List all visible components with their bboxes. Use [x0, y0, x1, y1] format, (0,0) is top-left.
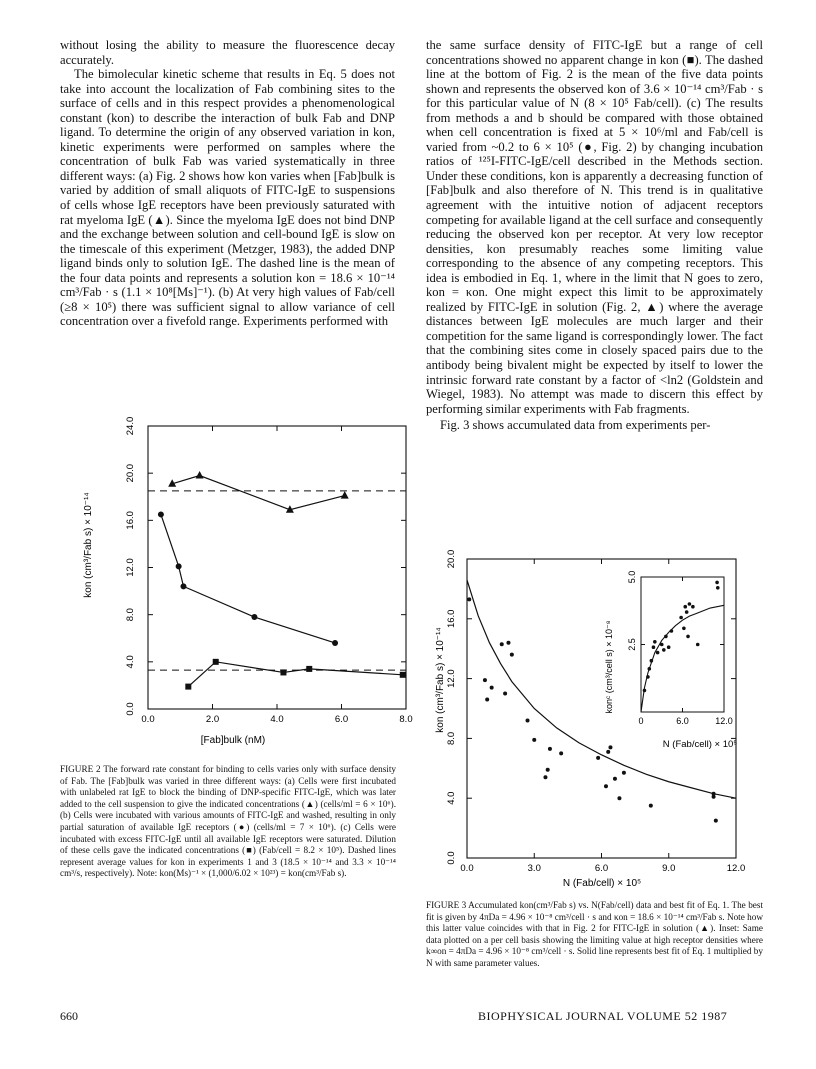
fig2-x-tick-label: 0.0 [141, 714, 155, 725]
fig2-x-tick-label: 2.0 [205, 714, 220, 725]
fig2-circle-point [158, 511, 164, 517]
fig2-x-tick-label: 6.0 [334, 714, 349, 725]
fig3-frame [467, 559, 736, 858]
fig3-y-tick-label: 12.0 [446, 669, 457, 688]
inset-data-point [670, 629, 674, 633]
fig3-data-point [604, 784, 608, 788]
inset-y-tick-label: 5.0 [627, 570, 637, 584]
fig2-square-point [280, 669, 286, 675]
fig2-triangle-point [196, 471, 204, 479]
left-column [60, 38, 395, 329]
inset-data-point [716, 586, 720, 590]
fig2-triangle-point [286, 505, 294, 513]
fig2-frame [148, 426, 406, 709]
fig3-y-tick-label: 16.0 [446, 609, 457, 629]
fig2-series-line [172, 476, 345, 510]
figure-3-marks [467, 580, 736, 823]
fig2-triangle-point [168, 479, 176, 487]
fig2-x-tick-label: 8.0 [399, 714, 413, 725]
inset-data-point [715, 581, 719, 585]
inset-data-point [696, 643, 700, 647]
inset-data-point [683, 605, 687, 609]
inset-x-tick-label: 0 [638, 716, 644, 726]
fig2-series-line [161, 514, 335, 643]
fig2-y-tick-label: 4.0 [125, 655, 136, 669]
figure-2-y-label: kon (cm³/Fab s) × 10⁻¹⁴ [83, 492, 94, 598]
figure-3-y-label: kon (cm³/Fab s) × 10⁻¹⁴ [435, 627, 446, 733]
figure-2-caption: FIGURE 2 The forward rate constant for binding to cells varies only with surface density of Fab. The [Fab]bulk was varied in three different ways: (a) Cells were first incubated with unlabeled rat IgE to block the binding of DNP-specific FITC-IgE, which was later added to the cell suspension to give the indicated concentrations (▲) (cells/ml = 6 × 10⁶). (b) Cells were incubated with various amounts of FITC-IgE and washed, resulting in only partial saturation of available IgE receptors (●) (cells/ml = 7 × 10⁶). (c) Cells were incubated with excess FITC-IgE until all available IgE receptors were saturated. Dilution of these cells gave the indicated concentrations (■) (Fab/cell = 8.2 × 10⁵). Dashed lines represent average values for kon in experiments 1 and 3 (18.5 × 10⁻¹⁴ and 3.3 × 10⁻¹⁴ cm³/s, respectively). Note: kon(Ms)⁻¹ × (1,000/6.02 × 10²³) = kon(cm³/Fab s). [60, 764, 396, 879]
inset-data-point [646, 675, 650, 679]
figure-3-axes [446, 550, 745, 874]
page-number: 660 [60, 1009, 78, 1023]
fig3-data-point [617, 796, 621, 800]
fig2-triangle-point [341, 491, 349, 499]
fig3-data-point [712, 795, 716, 799]
fig2-circle-point [251, 614, 257, 620]
inset-data-point [643, 689, 647, 693]
fig3-y-tick-label: 20.0 [446, 549, 457, 569]
inset-data-point [679, 616, 683, 620]
fig3-data-point [546, 768, 550, 772]
fig3-y-tick-label: 8.0 [446, 731, 457, 746]
inset-data-point [650, 659, 654, 663]
fig2-square-point [400, 672, 406, 678]
fig2-y-tick-label: 12.0 [125, 558, 136, 577]
fig3-data-point [543, 775, 547, 779]
fig3-y-tick-label: 4.0 [446, 791, 457, 805]
inset-data-point [686, 635, 690, 639]
inset-data-point [656, 651, 660, 655]
fig3-data-point [483, 678, 487, 682]
fig2-circle-point [332, 640, 338, 646]
right-paragraph-2: Fig. 3 shows accumulated data from experiments per- [440, 418, 711, 433]
fig3-data-point [532, 738, 536, 742]
inset-data-point [664, 635, 668, 639]
fig3-data-point [622, 771, 626, 775]
fig3-data-point [500, 642, 504, 646]
fig2-x-tick-label: 4.0 [270, 714, 284, 725]
fig2-circle-point [176, 563, 182, 569]
figure-3-inset-y-label: konᶜ (cm³/cell s) × 10⁻⁸ [604, 620, 614, 714]
right-column [426, 38, 763, 433]
fig2-square-point [185, 684, 191, 690]
fig3-x-tick-label: 6.0 [594, 863, 609, 874]
inset-data-point [648, 667, 652, 671]
right-paragraph-1: the same surface density of FITC-IgE but a range of cell concentrations showed no apparent change in kon (■). The dashed line at the bottom of Fig. 2 is the mean of the five data points shown and represents the observed kon of 3.6 × 10⁻¹⁴ cm³/Fab · s for this particular value of N (8 × 10⁵ Fab/cell). (c) The results from methods a and b should be compared with those obtained when cell concentration is fixed at 5 × 10⁶/ml and Fab/cell is varied from ~0.2 to 6 × 10⁵ (●, Fig. 2) by changing incubation ratios of ¹²⁵I-FITC-IgE/cell described in the Methods section. Under these conditions, kon is apparently a decreasing function of [Fab]bulk and also therefore of N. This trend is in qualitative agreement with the intuitive notion of adjacent receptors competing for available ligand at the cell surface and consequently reducing the observed kon per receptor. At very low receptor densities, kon presumably reaches some limiting value corresponding to the absence of any competing receptors. This idea is embodied in Eq. 1, where in the limit that N goes to zero, kon = κon. One might expect this limit to be approximately realized by FITC-IgE in solution (Fig. 2, ▲) where the average distances between IgE molecules are much larger and their competition for the same ligand is correspondingly lower. The fact that the combining sites come in closely spaced pairs due to the antibody being bivalent might be expected by itself to lower the intrinsic forward rate constant by a factor of <ln2 (Goldstein and Wiegel, 1983). No attempt was made to discern this effect by performing similar experiments with Fab fragments. [426, 38, 763, 416]
inset-data-point [662, 648, 666, 652]
fig3-data-point [712, 792, 716, 796]
inset-data-point [660, 643, 664, 647]
inset-data-point [653, 640, 657, 644]
fig3-data-point [490, 686, 494, 690]
figure-2-axes [125, 417, 413, 725]
figure-3-inset-axes [627, 571, 733, 726]
fig2-square-point [213, 659, 219, 665]
figure-3-inset-marks [641, 581, 724, 712]
inset-data-point [667, 645, 671, 649]
fig2-y-tick-label: 20.0 [125, 463, 136, 483]
fig3-data-point [467, 597, 471, 601]
inset-data-point [652, 645, 656, 649]
fig3-data-point [596, 756, 600, 760]
inset-frame [641, 577, 724, 712]
fig3-x-tick-label: 9.0 [662, 863, 676, 874]
journal-footer: BIOPHYSICAL JOURNAL VOLUME 52 1987 [478, 1009, 728, 1023]
fig3-data-point [649, 804, 653, 808]
inset-fit-curve [641, 605, 724, 712]
inset-data-point [685, 610, 689, 614]
fig3-fit-curve [467, 580, 736, 798]
figure-3-x-label: N (Fab/cell) × 10⁵ [562, 878, 642, 889]
fig3-data-point [485, 698, 489, 702]
fig2-y-tick-label: 16.0 [125, 511, 136, 530]
fig3-data-point [613, 777, 617, 781]
fig2-y-tick-label: 24.0 [125, 416, 136, 436]
fig3-data-point [714, 819, 718, 823]
fig3-data-point [526, 718, 530, 722]
figure-2-marks [148, 471, 406, 690]
fig2-series-line [188, 662, 402, 687]
fig3-data-point [559, 751, 563, 755]
figure-3-inset-x-label: N (Fab/cell) × 10⁵ [662, 739, 738, 750]
inset-x-tick-label: 12.0 [715, 716, 733, 726]
fig3-x-tick-label: 0.0 [460, 863, 474, 874]
fig3-data-point [606, 750, 610, 754]
fig2-y-tick-label: 8.0 [125, 608, 136, 622]
inset-y-tick-label: 2.5 [627, 638, 637, 651]
inset-data-point [682, 627, 686, 631]
fig3-data-point [506, 641, 510, 645]
inset-data-point [691, 605, 695, 609]
fig3-x-tick-label: 3.0 [527, 863, 541, 874]
inset-data-point [688, 602, 692, 606]
figure-3-caption: FIGURE 3 Accumulated kon(cm³/Fab s) vs. N(Fab/cell) data and best fit of Eq. 1. The best fit is given by 4πDa = 4.96 × 10⁻⁸ cm³/cell · s and κon = 18.6 × 10⁻¹⁴ cm³/Fab s. Note how this latter value coincides with that in Fig. 2 for FITC-IgE in solution (▲). Inset: Same data plotted on a per cell basis showing the limiting value at high receptor densities where k∞on = 4πDa = 4.96 × 10⁻⁸ cm³/cell · s. Solid line represents best fit of Eq. 1 multiplied by N with same parameter values. [426, 900, 763, 968]
fig3-data-point [510, 653, 514, 657]
fig2-y-tick-label: 0.0 [125, 702, 136, 716]
figure-2-x-label: [Fab]bulk (nM) [200, 735, 266, 746]
fig3-x-tick-label: 12.0 [726, 863, 746, 874]
left-paragraph-2: The bimolecular kinetic scheme that results in Eq. 5 does not take into account the localization of Fab combining sites to the surface of cells and in this respect provides a phenomenological constant (kon) to describe the interaction of bulk Fab and DNP ligand. To determine the origin of any observed variation in kon, kinetic experiments were performed on samples where the concentration of bulk Fab was varied systematically in three different ways: (a) Fig. 2 shows how kon varies when [Fab]bulk is varied by addition of small aliquots of FITC-IgE to suspensions of cells whose IgE receptors have been previously saturated with rat myeloma IgE (▲). Since the myeloma IgE does not bind DNP and the exchange between solution and cell-bound IgE is slow on the timescale of this experiment (Metzger, 1983), the added DNP ligand binds only to solution IgE. The dashed line is the mean of the four data points and represents a solution kon = 18.6 × 10⁻¹⁴ cm³/Fab · s (1.1 × 10⁸[Ms]⁻¹). (b) At very high values of Fab/cell (≥8 × 10⁵) there was sufficient signal to allow variance of cell concentration over a fivefold range. Experiments performed with [60, 67, 395, 329]
fig2-square-point [306, 666, 312, 672]
fig3-data-point [608, 745, 612, 749]
left-paragraph-1: without losing the ability to measure the fluorescence decay accurately. [60, 38, 395, 67]
fig3-y-tick-label: 0.0 [446, 851, 457, 865]
fig3-data-point [503, 692, 507, 696]
inset-x-tick-label: 6.0 [676, 716, 689, 726]
fig3-data-point [548, 747, 552, 751]
fig2-circle-point [180, 583, 186, 589]
